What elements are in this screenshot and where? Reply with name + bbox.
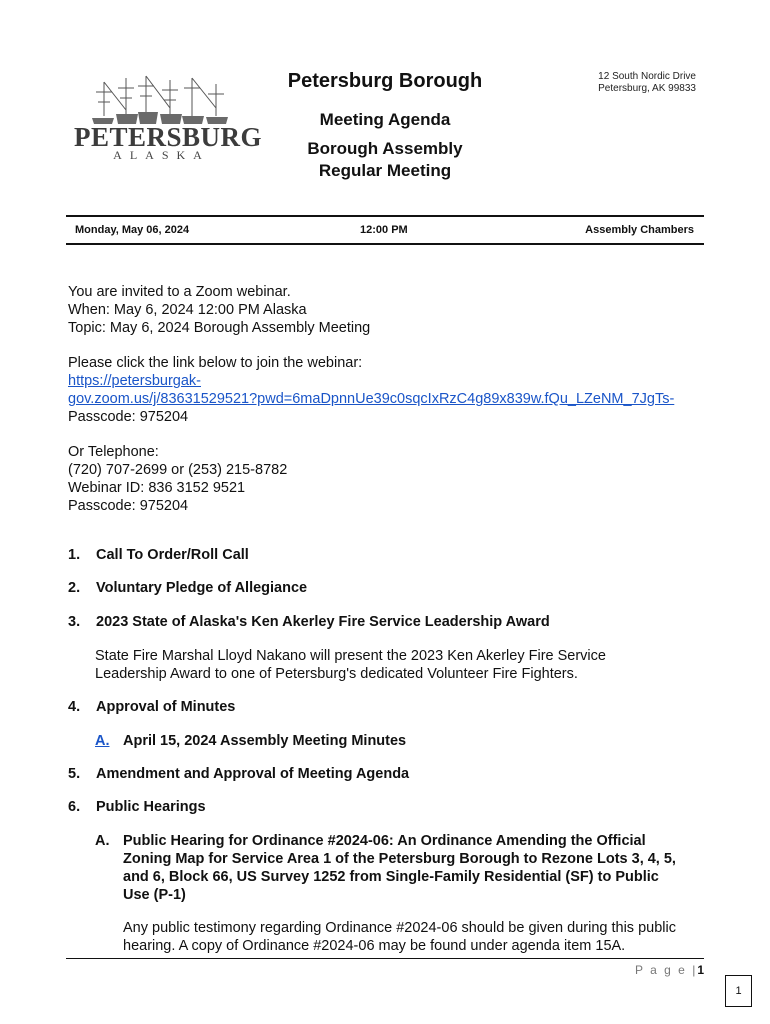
agenda-item-4	[68, 699, 235, 715]
zoom-block	[68, 283, 674, 515]
viewer-page-indicator[interactable]: 1	[725, 975, 752, 1007]
description-line: hearing. A copy of Ordinance #2024-06 may be found under agenda item 15A.	[123, 938, 626, 954]
item-number: 2.	[68, 580, 81, 596]
agenda-item-1	[68, 547, 249, 563]
agenda-item-6a	[95, 832, 676, 904]
webinar-id: Webinar ID: 836 3152 9521	[68, 480, 246, 496]
bar-rule	[66, 243, 704, 245]
meeting-date: Monday, May 06, 2024	[75, 224, 190, 236]
page-label: P a g e	[635, 963, 687, 977]
page-number: 1	[697, 963, 704, 977]
zoom-link-part2[interactable]: gov.zoom.us/j/83631529521?pwd=6maDpnnUe39c0sqcIxRzC4g89x839w.fQu_LZeNM_7JgTs-	[68, 391, 675, 407]
address-block	[598, 71, 696, 95]
item-title: Public Hearings	[96, 799, 206, 815]
footer-rule	[66, 958, 704, 959]
organization-title: Petersburg Borough	[287, 70, 483, 92]
item-number: 3.	[68, 614, 81, 630]
logo-wordmark: PETERSBURG	[74, 122, 263, 152]
item-title: Voluntary Pledge of Allegiance	[96, 580, 308, 596]
description-line: Any public testimony regarding Ordinance #2024-06 should be given during this public	[123, 920, 676, 936]
subitem-letter: A.	[95, 833, 110, 849]
item-title: 2023 State of Alaska's Ken Akerley Fire Service Leadership Award	[96, 614, 550, 630]
zoom-link-part1[interactable]: https://petersburgak-	[68, 373, 201, 389]
agenda-item-6a-description	[123, 919, 676, 955]
document-type: Meeting Agenda	[319, 110, 451, 129]
description-line: Leadership Award to one of Petersburg's dedicated Volunteer Fire Fighters.	[95, 666, 578, 682]
meeting-type: Regular Meeting	[318, 161, 452, 180]
subitem-line: Zoning Map for Service Area 1 of the Petersburg Borough to Rezone Lots 3, 4, 5,	[123, 851, 676, 867]
subitem-line: and 6, Block 66, US Survey 1252 from Single-Family Residential (SF) to Public	[123, 869, 659, 885]
meeting-time: 12:00 PM	[360, 224, 408, 236]
agenda-item-6	[68, 799, 206, 815]
zoom-when: When: May 6, 2024 12:00 PM Alaska	[68, 302, 307, 318]
agenda-item-4a	[95, 732, 406, 750]
address-street: 12 South Nordic Drive	[598, 71, 696, 82]
item-number: 5.	[68, 766, 81, 782]
item-number: 1.	[68, 547, 81, 563]
item-number: 6.	[68, 799, 81, 815]
telephone-passcode: Passcode: 975204	[68, 498, 189, 514]
agenda-item-2	[68, 580, 307, 596]
telephone-numbers: (720) 707-2699 or (253) 215-8782	[68, 462, 288, 478]
logo-subtitle: ALASKA	[113, 148, 210, 162]
agenda-item-3-description	[95, 647, 606, 683]
zoom-passcode: Passcode: 975204	[68, 409, 189, 425]
zoom-topic: Topic: May 6, 2024 Borough Assembly Meeting	[68, 320, 371, 336]
item-title: Approval of Minutes	[96, 699, 236, 715]
meeting-body: Borough Assembly	[307, 139, 463, 158]
subitem-line: Use (P-1)	[123, 887, 186, 903]
minutes-link[interactable]: A.	[95, 733, 110, 749]
address-city: Petersburg, AK 99833	[598, 83, 696, 94]
zoom-invite: You are invited to a Zoom webinar.	[68, 284, 291, 300]
meeting-location: Assembly Chambers	[585, 224, 694, 236]
description-line: State Fire Marshal Lloyd Nakano will present the 2023 Ken Akerley Fire Service	[95, 648, 606, 664]
agenda-item-3	[68, 614, 550, 630]
item-number: 4.	[68, 699, 81, 715]
telephone-heading: Or Telephone:	[68, 444, 159, 460]
header-rule	[66, 215, 704, 217]
item-title: Amendment and Approval of Meeting Agenda	[96, 766, 410, 782]
page-separator: |	[692, 963, 698, 977]
agenda-item-5	[68, 766, 409, 782]
page-footer	[635, 963, 704, 977]
subitem-line: Public Hearing for Ordinance #2024-06: An Ordinance Amending the Official	[123, 833, 646, 849]
item-title: Call To Order/Roll Call	[96, 547, 249, 563]
zoom-instruction: Please click the link below to join the webinar:	[68, 355, 363, 371]
subitem-title: April 15, 2024 Assembly Meeting Minutes	[123, 733, 407, 749]
